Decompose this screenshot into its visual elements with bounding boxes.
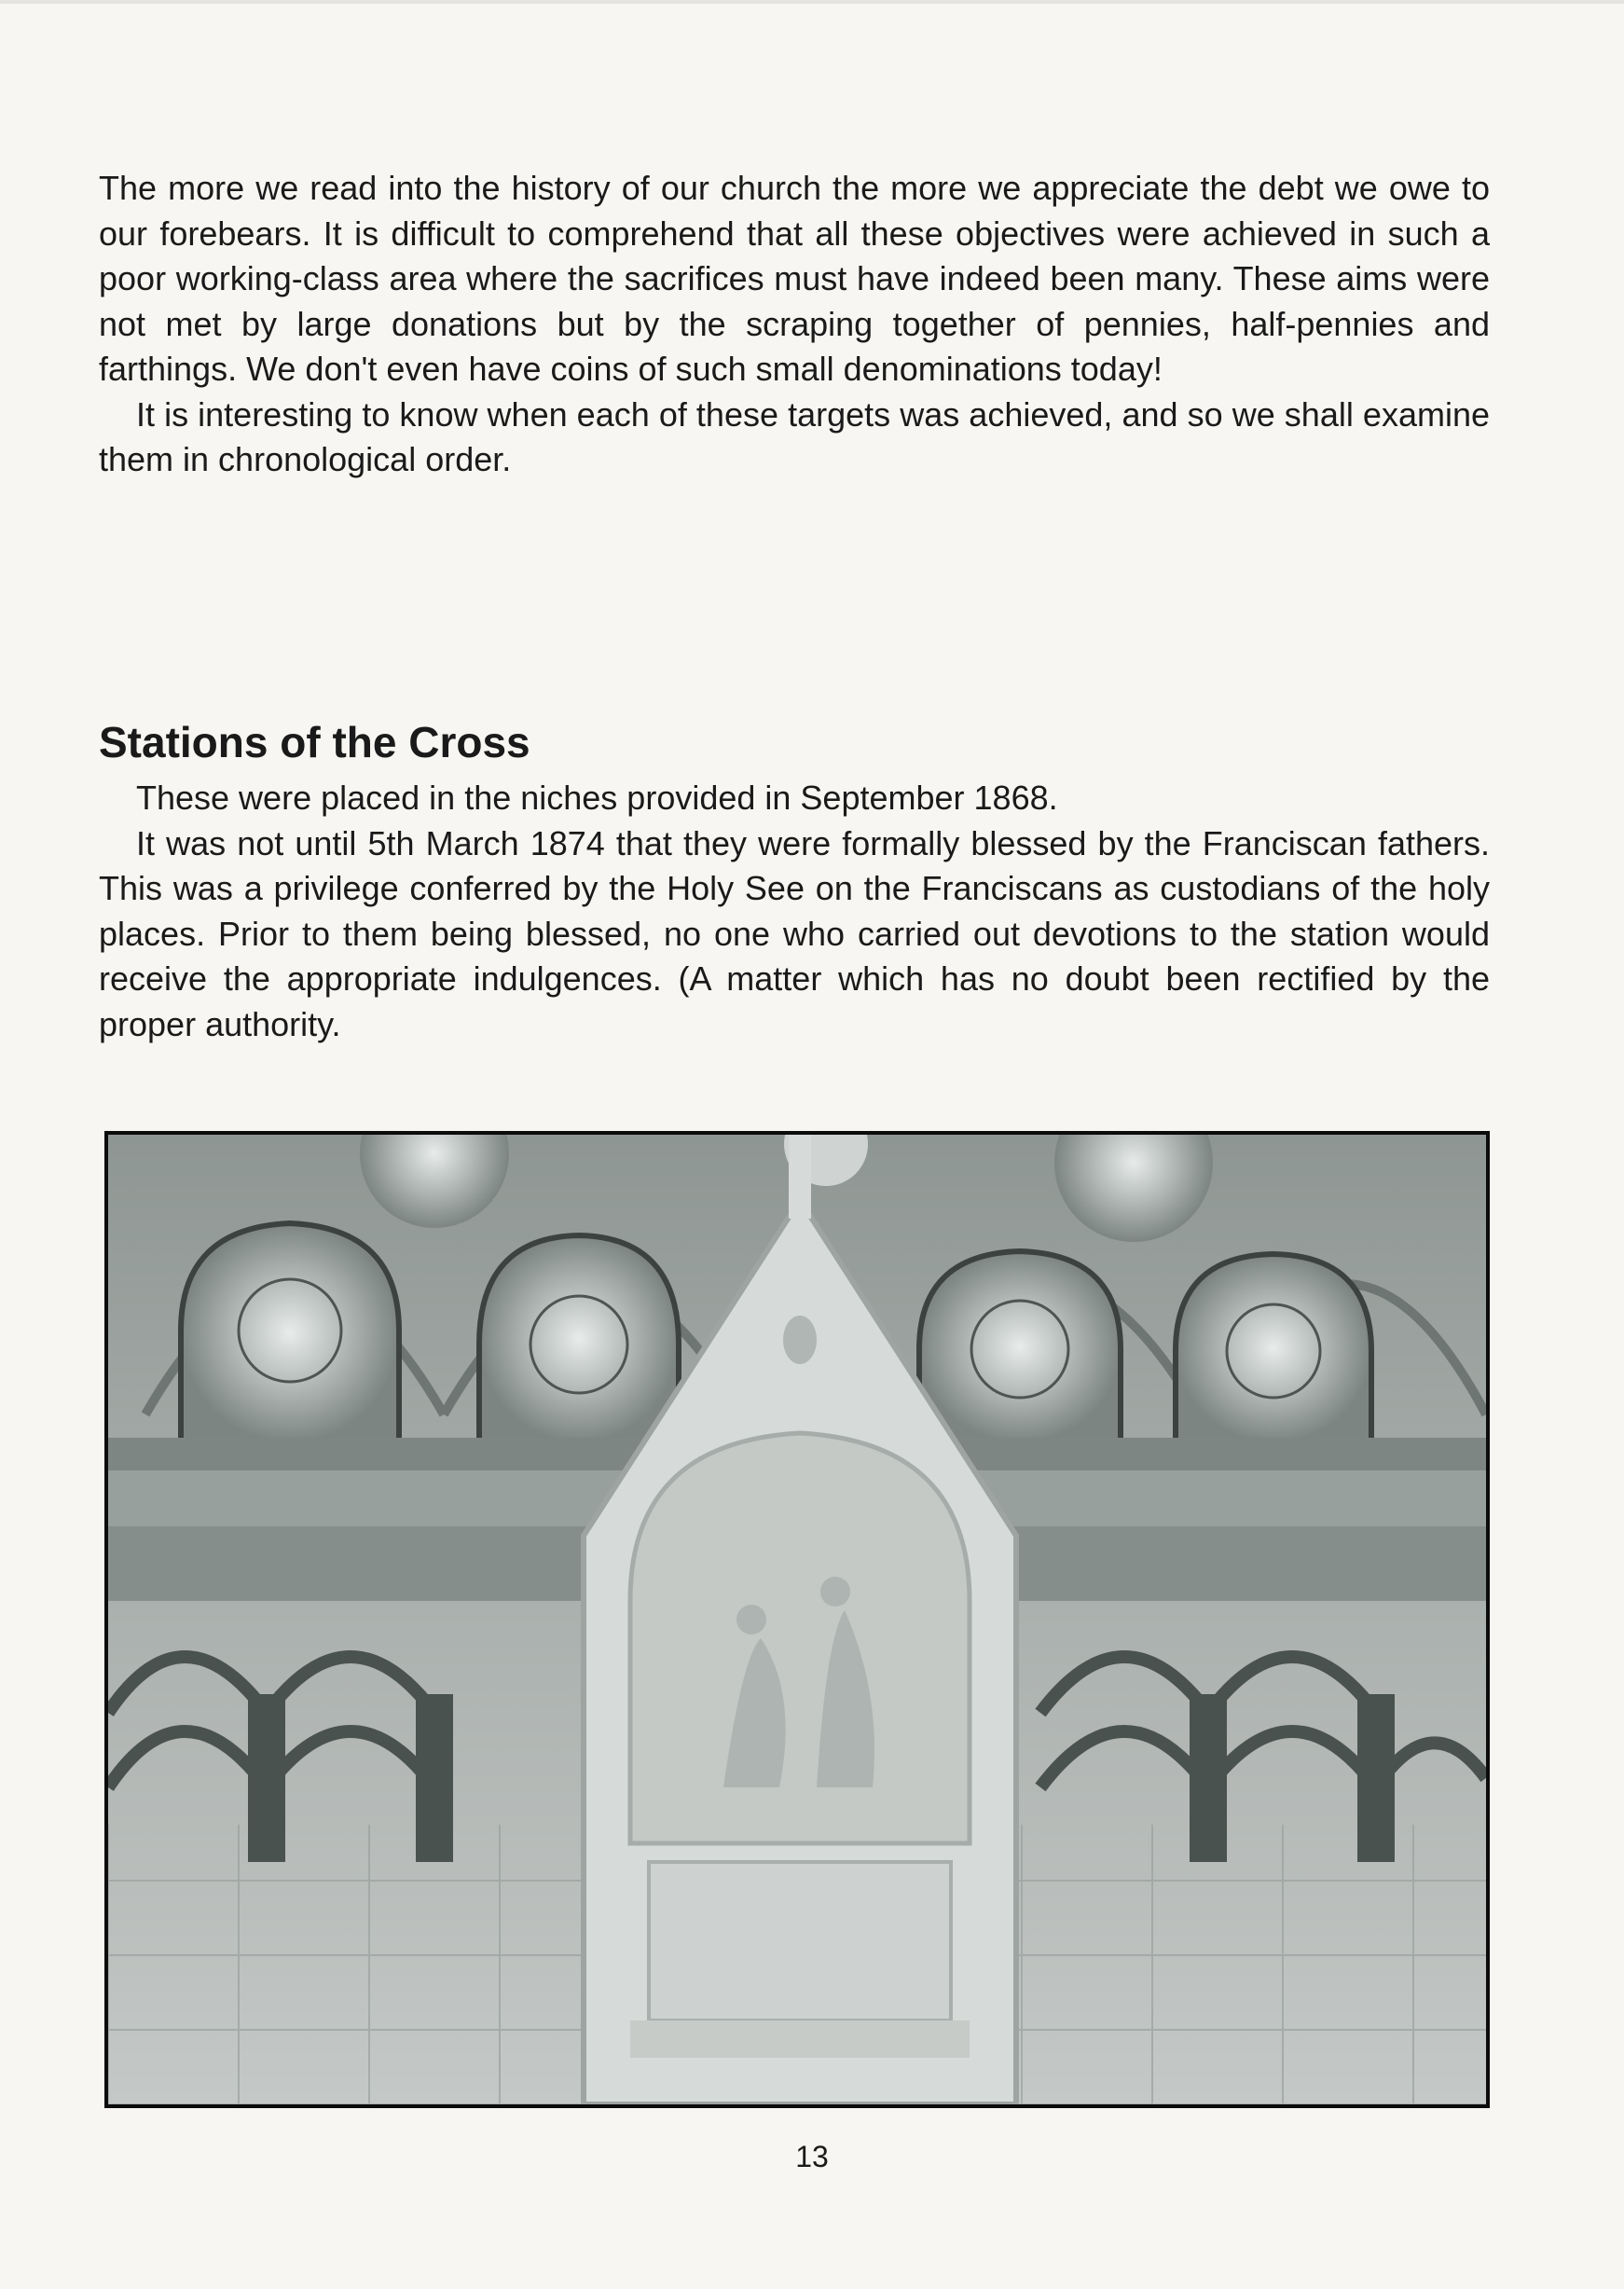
intro-paragraph-2: It is interesting to know when each of these targets was achieved, and so we shall examine them in chronological order. (99, 394, 1490, 478)
intro-section (99, 166, 1490, 483)
page-number: 13 (795, 2140, 829, 2173)
stations-paragraph-2: It was not until 5th March 1874 that they were formally blessed by the Franciscan fathers. This was a privilege conferred by the Holy See on the Franciscans as custodians of the holy places. Prior to them being blessed, no one who carried out devotions to the station would receive the appropriate indulgences. (A matter which has no doubt been rectified by the proper authority. (99, 823, 1490, 1043)
page-top-edge (0, 0, 1624, 4)
station-of-the-cross-photo-icon (108, 1135, 1486, 2104)
stations-section (99, 776, 1490, 1047)
stations-paragraph-1: These were placed in the niches provided in September 1868. (136, 779, 1058, 817)
intro-paragraph-1: The more we read into the history of our church the more we appreciate the debt we owe to our forebears. It is difficult to comprehend that all these objectives were achieved in such a poor working-class area where the sacrifices must have indeed been many. These aims were not met by large donations but by the scraping together of pennies, half-pennies and farthings. We don't even have coins of such small denominations today! (99, 169, 1490, 388)
section-heading: Stations of the Cross (99, 718, 530, 766)
church-interior-photo (104, 1131, 1490, 2108)
